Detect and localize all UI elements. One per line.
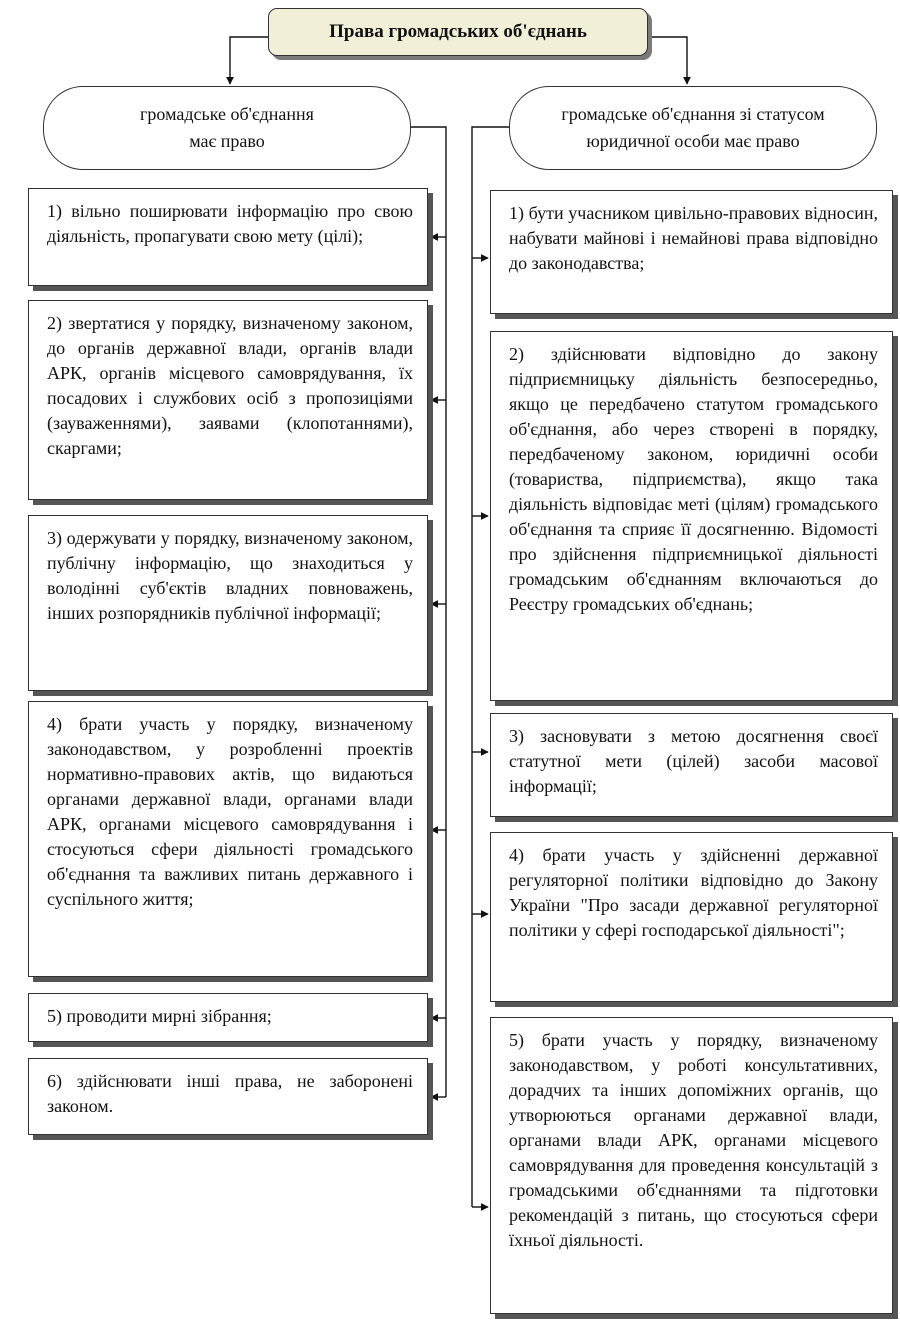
right-header-line-1: громадське об'єднання зі статусом	[561, 104, 825, 124]
left-item-5-text: 5) проводити мирні зібрання;	[47, 1006, 272, 1026]
right-item-4-text: 4) брати участь у здійсненні державної регуляторної політики відповідно до Закону України "Про засади державної регуляторної політики у сфері господарської діяльності";	[509, 845, 878, 940]
right-item-5-text: 5) брати участь у порядку, визначеному законодавством, у роботі консультативних, дорадчих та інших допоміжних органів, що утворюються органами державної влади, органами влади АРК, органами місцевого самоврядування для проведення консультацій з громадськими об'єднаннями та підготовки рекомендацій з питань, що стосуються сфери їхньої діяльності.	[509, 1030, 878, 1250]
right-right-item-1	[490, 190, 893, 314]
title-to-left-header-arrow	[230, 37, 268, 84]
left-header-public-association	[43, 86, 411, 170]
left-item-4-text: 4) брати участь у порядку, визначеному законодавством, у розробленні проектів нормативно-правових актів, що видаються органами державної влади, органами влади АРК, органами місцевого самоврядування і стосуються сфери діяльності громадського об'єднання та важливих питань державного і суспільного життя;	[47, 714, 413, 909]
left-right-item-3	[28, 515, 428, 691]
left-right-item-1	[28, 188, 428, 286]
right-header-line-2: юридичної особи має право	[586, 131, 800, 151]
right-right-item-4	[490, 832, 893, 1002]
left-right-item-5	[28, 993, 428, 1042]
left-item-3-text: 3) одержувати у порядку, визначеному законом, публічну інформацію, що знаходиться у володінні суб'єктів владних повноважень, інших розпорядників публічної інформації;	[47, 528, 413, 623]
diagram-title: Права громадських об'єднань	[268, 8, 648, 56]
left-right-item-2	[28, 300, 428, 500]
right-item-1-text: 1) бути учасником цивільно-правових відносин, набувати майнові і немайнові права відповідно до законодавства;	[509, 203, 878, 273]
left-right-item-6	[28, 1058, 428, 1135]
right-right-item-3	[490, 713, 893, 817]
right-item-3-text: 3) засновувати з метою досягнення своєї статутної мети (цілей) засоби масової інформації;	[509, 726, 878, 796]
right-item-2-text: 2) здійснювати відповідно до закону підприємницьку діяльність безпосередньо, якщо це передбачено статутом громадського об'єднання, або через створені в порядку, передбаченому законом, юридичні особи (товариства, підприємства), якщо така діяльність відповідає меті (цілям) громадського об'єднання та сприяє її досягненню. Відомості про здійснення підприємницької діяльності громадським об'єднанням включаються до Реєстру громадських об'єднань;	[509, 344, 878, 614]
left-item-6-text: 6) здійснювати інші права, не заборонені законом.	[47, 1071, 413, 1116]
left-header-line-2: має право	[189, 131, 265, 151]
title-to-right-header-arrow	[648, 37, 687, 84]
left-right-item-4	[28, 701, 428, 977]
left-item-2-text: 2) звертатися у порядку, визначеному законом, до органів державної влади, органів влади АРК, органів місцевого самоврядування, їх посадових і службових осіб з пропозиціями (зауваженнями), заявами (клопотаннями), скаргами;	[47, 313, 413, 458]
left-header-line-1: громадське об'єднання	[140, 104, 314, 124]
right-header-legal-entity-association	[509, 86, 877, 170]
right-right-item-2	[490, 331, 893, 701]
right-right-item-5	[490, 1017, 893, 1314]
left-item-1-text: 1) вільно поширювати інформацію про свою діяльність, пропагувати свою мету (цілі);	[47, 201, 413, 246]
